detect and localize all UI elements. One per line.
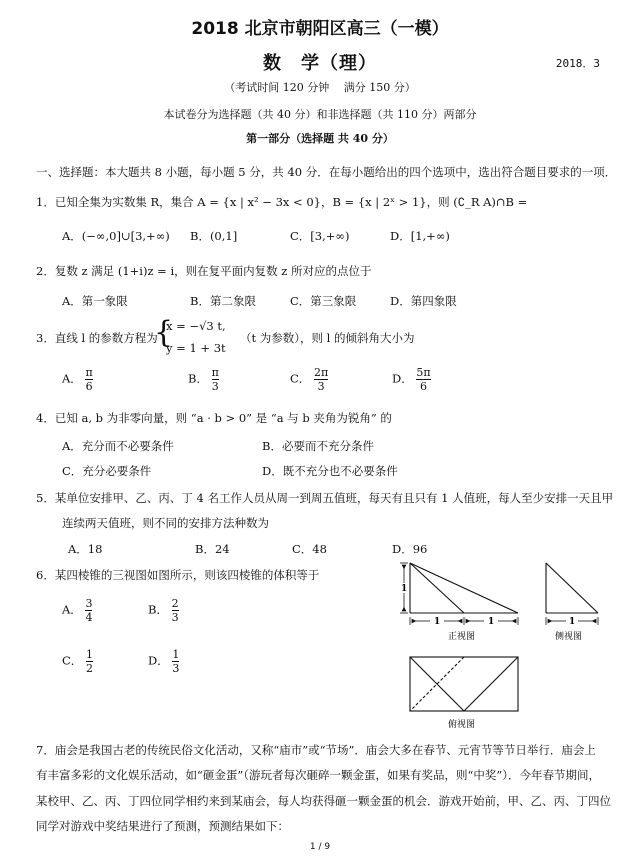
q3-option-d-num: 5π bbox=[416, 366, 431, 379]
q1-stem: 1．已知全集为实数集 R，集合 A = {x | x² − 3x < 0}，B = {x | 2ˣ > 1}，则 (∁_R A)∩B = bbox=[36, 195, 528, 209]
q6-option-b-den: 3 bbox=[171, 611, 179, 624]
q5-option-c: C．48 bbox=[292, 542, 327, 556]
front-view-label: 正视图 bbox=[448, 632, 476, 642]
exam-title: 2018 北京市朝阳区高三（一模） bbox=[191, 19, 449, 39]
q3-option-c-label: C． bbox=[290, 371, 311, 386]
q4-option-d: D．既不充分也不必要条件 bbox=[262, 464, 398, 478]
q6-option-c-label: C． bbox=[62, 653, 83, 668]
q5-option-b: B．24 bbox=[195, 542, 230, 556]
front-view bbox=[410, 563, 518, 613]
subject-title: 数 学（理） bbox=[263, 53, 377, 74]
q3-option-d-fraction bbox=[416, 366, 430, 393]
q2-option-b: B．第二象限 bbox=[190, 294, 256, 308]
q1-option-d: D．[1,+∞) bbox=[390, 229, 450, 243]
page-number: 1 / 9 bbox=[309, 842, 331, 852]
q6-option-c-den: 2 bbox=[85, 662, 93, 675]
q3-option-c-num: 2π bbox=[313, 366, 329, 379]
exam-date: 2018．3 bbox=[555, 57, 600, 70]
q3-eq1: x = −√3 t, bbox=[166, 319, 226, 333]
q3-option-b bbox=[188, 366, 219, 393]
q5-stem-line1: 5．某单位安排甲、乙、丙、丁 4 名工作人员从周一到周五值班，每天有且只有 1 人值班，每人至少安排一天且甲 bbox=[36, 491, 614, 505]
q6-option-d-num: 1 bbox=[172, 648, 180, 661]
q3-option-b-den: 3 bbox=[211, 380, 219, 393]
q2-option-c: C．第三象限 bbox=[290, 294, 357, 308]
height-label: 1 bbox=[401, 584, 408, 594]
q5-option-a: A．18 bbox=[68, 542, 103, 556]
q4-option-a: A．充分而不必要条件 bbox=[62, 439, 174, 453]
q6-option-a-num: 3 bbox=[85, 597, 93, 610]
q3-option-a-fraction bbox=[85, 366, 92, 393]
q2-option-d: D．第四象限 bbox=[390, 294, 457, 308]
q3-option-d-den: 6 bbox=[420, 380, 427, 393]
q6-option-c-num: 1 bbox=[85, 648, 93, 661]
q5-option-d: D．96 bbox=[392, 542, 428, 556]
q6-option-c bbox=[62, 648, 93, 675]
q4-option-c: C．充分必要条件 bbox=[62, 464, 152, 478]
time-info: （考试时间 120 分钟 满分 150 分） bbox=[224, 81, 416, 94]
q3-eq2: y = 1 + 3t bbox=[166, 341, 226, 355]
composition-note: 本试卷分为选择题（共 40 分）和非选择题（共 110 分）两部分 bbox=[163, 108, 477, 121]
q6-option-d-label: D． bbox=[148, 653, 169, 668]
part-one-heading: 第一部分（选择题 共 40 分） bbox=[246, 132, 394, 145]
top-view-label: 俯视图 bbox=[448, 720, 476, 730]
side-view bbox=[546, 563, 598, 613]
q6-option-b-fraction bbox=[172, 597, 179, 624]
q5-stem-line2: 连续两天值班，则不同的安排方法种数为 bbox=[62, 516, 269, 530]
q3-option-d-label: D． bbox=[392, 371, 413, 386]
q2-stem: 2．复数 z 满足 (1+i)z = i，则在复平面内复数 z 所对应的点位于 bbox=[36, 264, 372, 278]
three-view-figure bbox=[380, 555, 610, 735]
top-view bbox=[410, 657, 518, 711]
q6-option-d-den: 3 bbox=[172, 662, 180, 675]
q6-option-d-fraction bbox=[172, 648, 179, 675]
q1-option-a: A．(−∞,0]∪[3,+∞) bbox=[62, 229, 170, 243]
width-label-2: 1 bbox=[488, 617, 495, 627]
q1-option-b: B．(0,1] bbox=[190, 229, 238, 243]
q7-line1: 7．庙会是我国古老的传统民俗文化活动，又称“庙市”或“节场”．庙会大多在春节、元宵节等节日举行．庙会上 bbox=[36, 743, 596, 757]
side-width-label: 1 bbox=[569, 617, 576, 627]
q3-stem-b: （t 为参数），则 l 的倾斜角大小为 bbox=[240, 331, 415, 345]
q6-option-d bbox=[148, 648, 179, 675]
width-dimension bbox=[410, 617, 518, 625]
q3-option-a-label: A． bbox=[62, 371, 82, 386]
q1-option-c: C．[3,+∞) bbox=[290, 229, 350, 243]
instructions: 一、选择题：本大题共 8 小题，每小题 5 分，共 40 分．在每小题给出的四个选项中，选出符合题目要求的一项． bbox=[36, 165, 617, 179]
q3-option-c-fraction bbox=[314, 366, 328, 393]
q3-option-c-den: 3 bbox=[317, 380, 325, 393]
q4-option-b: B．必要而不充分条件 bbox=[262, 439, 374, 453]
q2-option-a: A．第一象限 bbox=[62, 294, 128, 308]
q3-brace: { bbox=[154, 315, 174, 350]
q3-option-b-label: B． bbox=[188, 371, 208, 386]
side-view-label: 侧视图 bbox=[555, 632, 583, 642]
q3-option-b-fraction bbox=[212, 366, 219, 393]
q3-option-a-den: 6 bbox=[85, 380, 93, 393]
q3-stem-a: 3．直线 l 的参数方程为 bbox=[36, 331, 158, 345]
q7-line2: 有丰富多彩的文化娱乐活动，如“砸金蛋”（游玩者每次砸碎一颗金蛋，如果有奖品，则“中奖”）．今年春节期间， bbox=[36, 768, 601, 782]
q3-option-c bbox=[290, 366, 328, 393]
q3-option-d bbox=[392, 366, 431, 393]
q3-option-a-num: π bbox=[85, 366, 93, 379]
q6-option-b-num: 2 bbox=[171, 597, 179, 610]
q3-option-b-num: π bbox=[211, 366, 219, 379]
width-label-1: 1 bbox=[434, 617, 441, 627]
q7-line4: 同学对游戏中奖结果进行了预测，预测结果如下： bbox=[36, 819, 289, 833]
q7-line3: 某校甲、乙、丙、丁四位同学相约来到某庙会，每人均获得砸一颗金蛋的机会．游戏开始前，甲、乙、丙、丁四位 bbox=[36, 794, 611, 808]
q3-option-a bbox=[62, 366, 93, 393]
q6-stem: 6．某四棱锥的三视图如图所示，则该四棱锥的体积等于 bbox=[36, 568, 320, 582]
q4-stem: 4．已知 a, b 为非零向量，则 “a · b > 0” 是 “a 与 b 夹角为锐角” 的 bbox=[36, 411, 392, 425]
q6-option-a-label: A． bbox=[62, 602, 82, 617]
q6-option-a bbox=[62, 597, 92, 624]
q6-option-a-fraction bbox=[85, 597, 92, 624]
q6-option-b-label: B． bbox=[148, 602, 168, 617]
q6-option-b bbox=[148, 597, 179, 624]
q6-option-a-den: 4 bbox=[85, 611, 93, 624]
q6-option-c-fraction bbox=[86, 648, 93, 675]
